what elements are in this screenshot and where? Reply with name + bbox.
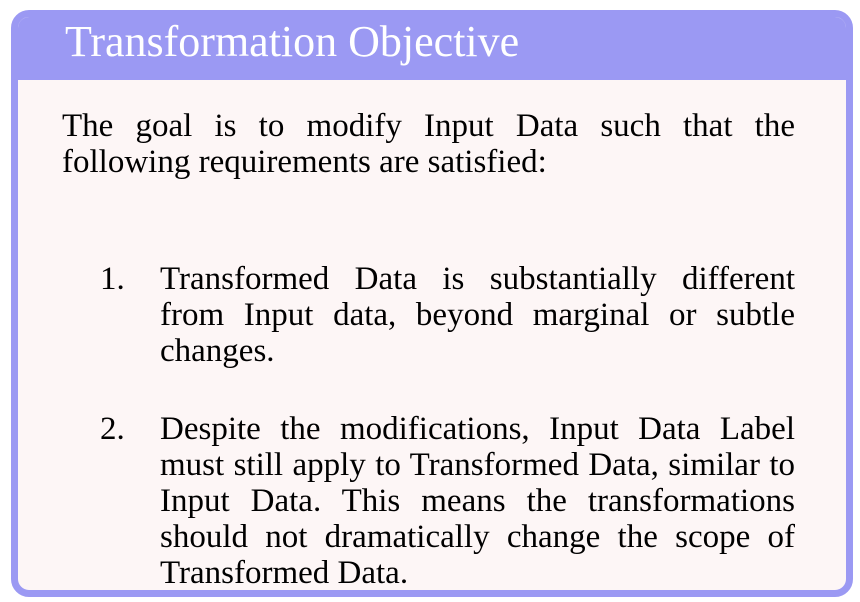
list-item-number: 2. xyxy=(100,411,125,447)
card-body xyxy=(18,80,846,591)
list-item xyxy=(62,261,795,369)
intro-paragraph: The goal is to modify Input Data such that the following requirements are satisfied: xyxy=(62,108,795,180)
requirements-list xyxy=(62,261,795,591)
list-item-text: Despite the modifications, Input Data Label must still apply to Transformed Data, similar to Input Data. This means the transformations should not dramatically change the scope of Transformed Data. xyxy=(160,411,795,591)
card-title: Transformation Objective xyxy=(65,17,520,67)
objective-card xyxy=(11,10,853,597)
card-header xyxy=(18,17,846,80)
list-item-number: 1. xyxy=(100,261,125,297)
list-item-text: Transformed Data is substantially different from Input data, beyond marginal or subtle changes. xyxy=(160,261,795,369)
list-item xyxy=(62,411,795,591)
